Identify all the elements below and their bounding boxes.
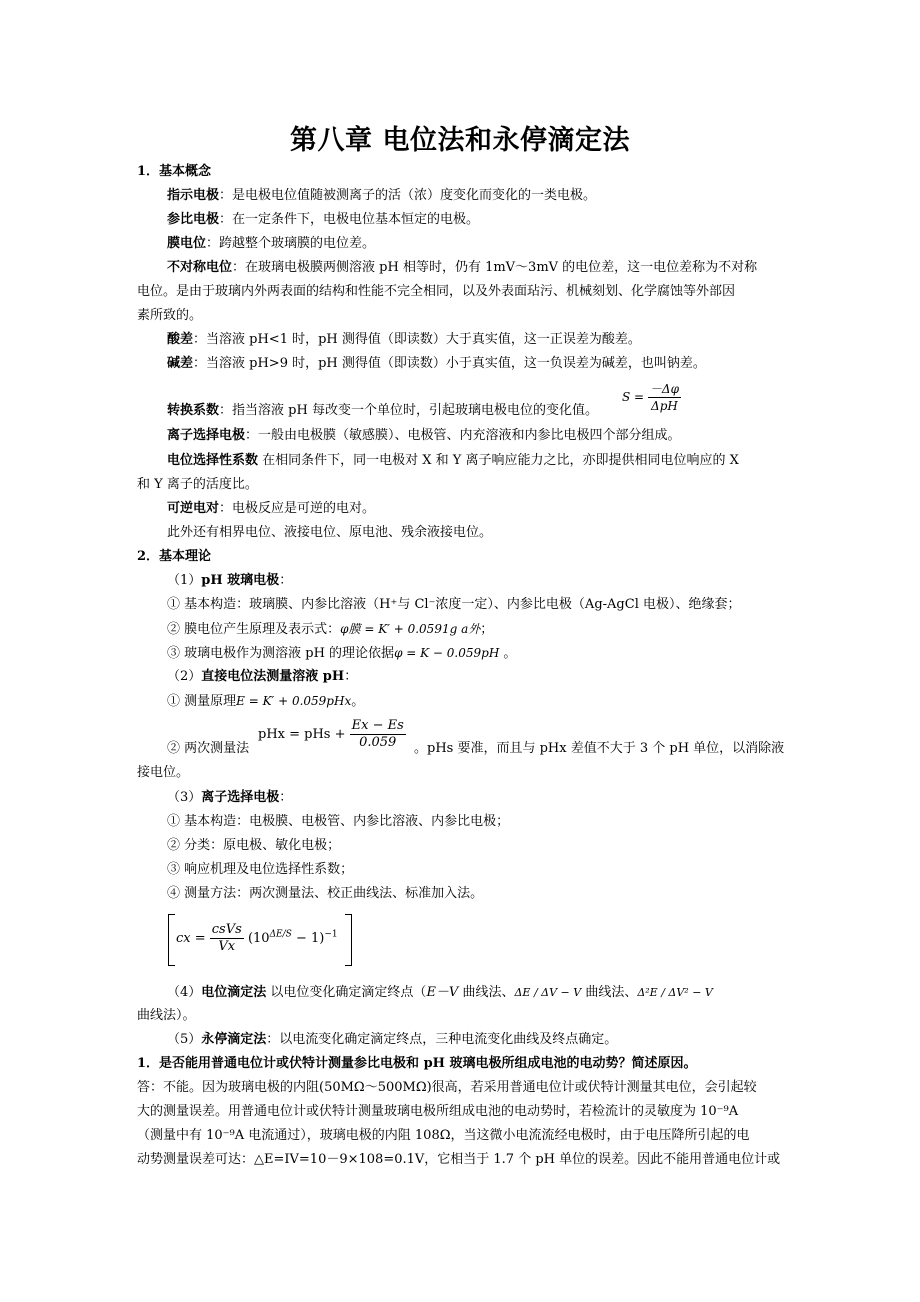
sub5-title: 永停滴定法 [201,1032,267,1047]
formula-power-base: (10 [247,931,270,946]
sub1-item-3 [167,645,516,662]
sub4-text-3: 曲线法、 [581,985,638,1000]
sub2-item-2-continued: 。pHs 要准，而且与 pHx 差值不大于 3 个 pH 单位，以消除液 [414,741,785,756]
sub5-heading [167,1032,617,1048]
def-ion-selective-electrode [167,428,681,444]
def-acid-error [167,332,641,348]
standard-addition-formula [176,922,338,955]
sub2-item-2-line2: 接电位。 [137,765,190,780]
def-membrane-potential [167,236,375,252]
term: 离子选择电极 [167,428,246,443]
term: 不对称电位 [167,260,233,275]
sub4-heading [167,985,713,1001]
sub2-colon: ： [344,669,358,684]
definition: ：在玻璃电极膜两侧溶液 pH 相等时，仍有 1mV～3mV 的电位差，这一电位差称为不对称 [232,260,758,275]
def-asymmetry-line3: 素所致的。 [137,308,203,323]
term: 碱差 [167,356,194,371]
formula-exponent: ΔE/S [269,929,292,940]
term: 酸差 [167,332,194,347]
glass-electrode-formula: φ = K − 0.059pH [394,646,500,660]
sub1-number: （1） [167,573,202,588]
def-slope [167,403,598,419]
sub4-text: 以电位变化确定滴定终点（ [266,985,427,1000]
term: 参比电极 [167,212,220,227]
sub3-item-3: ③ 响应机理及电位选择性系数； [167,862,354,877]
item-end: 。 [499,646,517,661]
formula-fraction [350,718,406,751]
sub1-colon: ： [279,573,293,588]
item-end: ； [480,622,494,637]
sub2-number: （2） [167,669,202,684]
sub4-number: （4） [167,985,202,1000]
item-end: 。 [351,694,365,709]
question-1: 1．是否能用普通电位计或伏特计测量参比电极和 pH 玻璃电极所组成电池的电动势？简述原因。 [137,1056,697,1071]
chapter-title: 第八章 电位法和永停滴定法 [290,125,630,156]
term: 膜电位 [167,236,207,251]
membrane-formula: φ膜 = K′ + 0.0591g a外 [340,622,481,636]
sub3-title: 离子选择电极 [201,790,280,805]
sub3-item-1: ① 基本构造：电极膜、电极管、内参比溶液、内参比电极； [167,814,510,829]
answer-line-3: （测量中有 10⁻⁹A 电流通过），玻璃电极的内阻 108Ω，当这微小电流流经电极时，由于电压降所引起的电 [137,1128,750,1143]
term: 可逆电对 [167,501,220,516]
sub1-title: pH 玻璃电极 [201,573,280,588]
term: 电位选择性系数 [167,453,259,468]
definition: ：电极反应是可逆的电对。 [219,501,376,516]
other-terms: 此外还有相界电位、液接电位、原电池、残余液接电位。 [167,525,493,540]
sub2-title: 直接电位法测量溶液 pH [201,669,345,684]
def-reversible-couple [167,501,375,517]
item-text: ② 膜电位产生原理及表示式： [167,622,341,637]
def-reference-electrode [167,212,479,228]
sub2-item-2 [167,741,249,757]
formula-fraction [210,922,244,955]
sub3-heading [167,790,292,806]
term: 指示电极 [167,188,220,203]
formula-denominator: 0.059 [359,735,397,750]
slope-fraction [648,381,681,414]
sub5-text: ：以电流变化确定滴定终点，三种电流变化曲线及终点确定。 [266,1032,618,1047]
item-text: ① 测量原理 [167,694,237,709]
def-asymmetry-line2: 电位。是由于玻璃内外两表面的结构和性能不完全相同，以及外表面玷污、机械刻划、化学腐蚀等外部因 [137,284,736,299]
section-2-heading: 2．基本理论 [137,549,212,564]
definition: 在相同条件下，同一电极对 X 和 Y 离子响应能力之比，亦即提供相同电位响应的 X [258,453,739,468]
curve-3: Δ²E / ΔV² − V [637,986,713,999]
formula-denominator: Vx [218,939,236,954]
answer-line-2: 大的测量误差。用普通电位计或伏特计测量玻璃电极所组成电池的电动势时，若检流计的灵敏度为 10⁻⁹A [137,1104,739,1119]
two-measurement-formula [258,718,406,751]
sub1-item-1: ① 基本构造：玻璃膜、内参比溶液（H⁺与 Cl⁻浓度一定）、内参比电极（Ag-AgCl 电极）、绝缘套； [167,597,741,612]
measurement-formula: E = K′ + 0.059pHx [236,694,352,708]
def-indicator-electrode [167,188,596,204]
slope-formula [622,381,681,414]
def-alkaline-error [167,356,706,372]
sub4-line2: 曲线法）。 [137,1008,196,1023]
def-selectivity-line2: 和 Y 离子的活度比。 [137,477,258,492]
definition: ：当溶液 pH<1 时，pH 测得值（即读数）大于真实值，这一正误差为酸差。 [193,332,641,347]
definition: ：指当溶液 pH 每改变一个单位时，引起玻璃电极电位的变化值。 [219,403,598,418]
definition: ：在一定条件下，电极电位基本恒定的电极。 [219,212,480,227]
curve-2: ΔE / ΔV − V [514,986,582,999]
curve-1: E－V [426,985,459,1000]
definition: ：是电极电位值随被测离子的活（浓）度变化而变化的一类电极。 [219,188,597,203]
sub3-item-4: ④ 测量方法：两次测量法、校正曲线法、标准加入法。 [167,886,484,901]
definition: ：一般由电极膜（敏感膜）、电极管、内充溶液和内参比电极四个部分组成。 [245,428,681,443]
formula-lhs: cx = [176,931,206,946]
definition: ：跨越整个玻璃膜的电位差。 [206,236,376,251]
item-text: ③ 玻璃电极作为测溶液 pH 的理论依据 [167,646,395,661]
section-1-heading: 1．基本概念 [137,164,212,179]
sub1-heading [167,573,292,589]
answer-line-1: 答：不能。因为玻璃电极的内阻(50MΩ～500MΩ)很高，若采用普通电位计或伏特计测量其电位，会引起较 [137,1080,757,1095]
def-selectivity-coefficient [167,453,739,469]
formula-tail: − 1) [291,931,325,946]
term: 转换系数 [167,403,220,418]
sub3-item-2: ② 分类：原电极、敏化电极； [167,838,341,853]
slope-lhs: S = [622,390,645,404]
def-asymmetry-potential [167,260,757,276]
slope-numerator: －Δφ [649,382,679,396]
slope-denominator: ΔpH [651,399,678,413]
sub5-number: （5） [167,1032,202,1047]
sub2-item-1 [167,693,364,710]
formula-numerator: Ex − Es [351,718,404,733]
formula-numerator: csVs [211,922,242,937]
sub2-heading [167,669,357,685]
sub1-item-2 [167,621,493,638]
formula-outer-exponent: −1 [324,929,338,940]
answer-line-4: 动势测量误差可达：△E=IV=10－9×108=0.1V，它相当于 1.7 个 pH 单位的误差。因此不能用普通电位计或 [137,1152,781,1167]
formula-lhs: pHx = pHs + [258,727,346,742]
sub4-text-2: 曲线法、 [458,985,515,1000]
sub4-title: 电位滴定法 [201,985,267,1000]
sub3-number: （3） [167,790,202,805]
item-text: ② 两次测量法 [167,741,250,756]
definition: ：当溶液 pH>9 时，pH 测得值（即读数）小于真实值，这一负误差为碱差，也叫钠差。 [193,356,706,371]
sub3-colon: ： [279,790,293,805]
